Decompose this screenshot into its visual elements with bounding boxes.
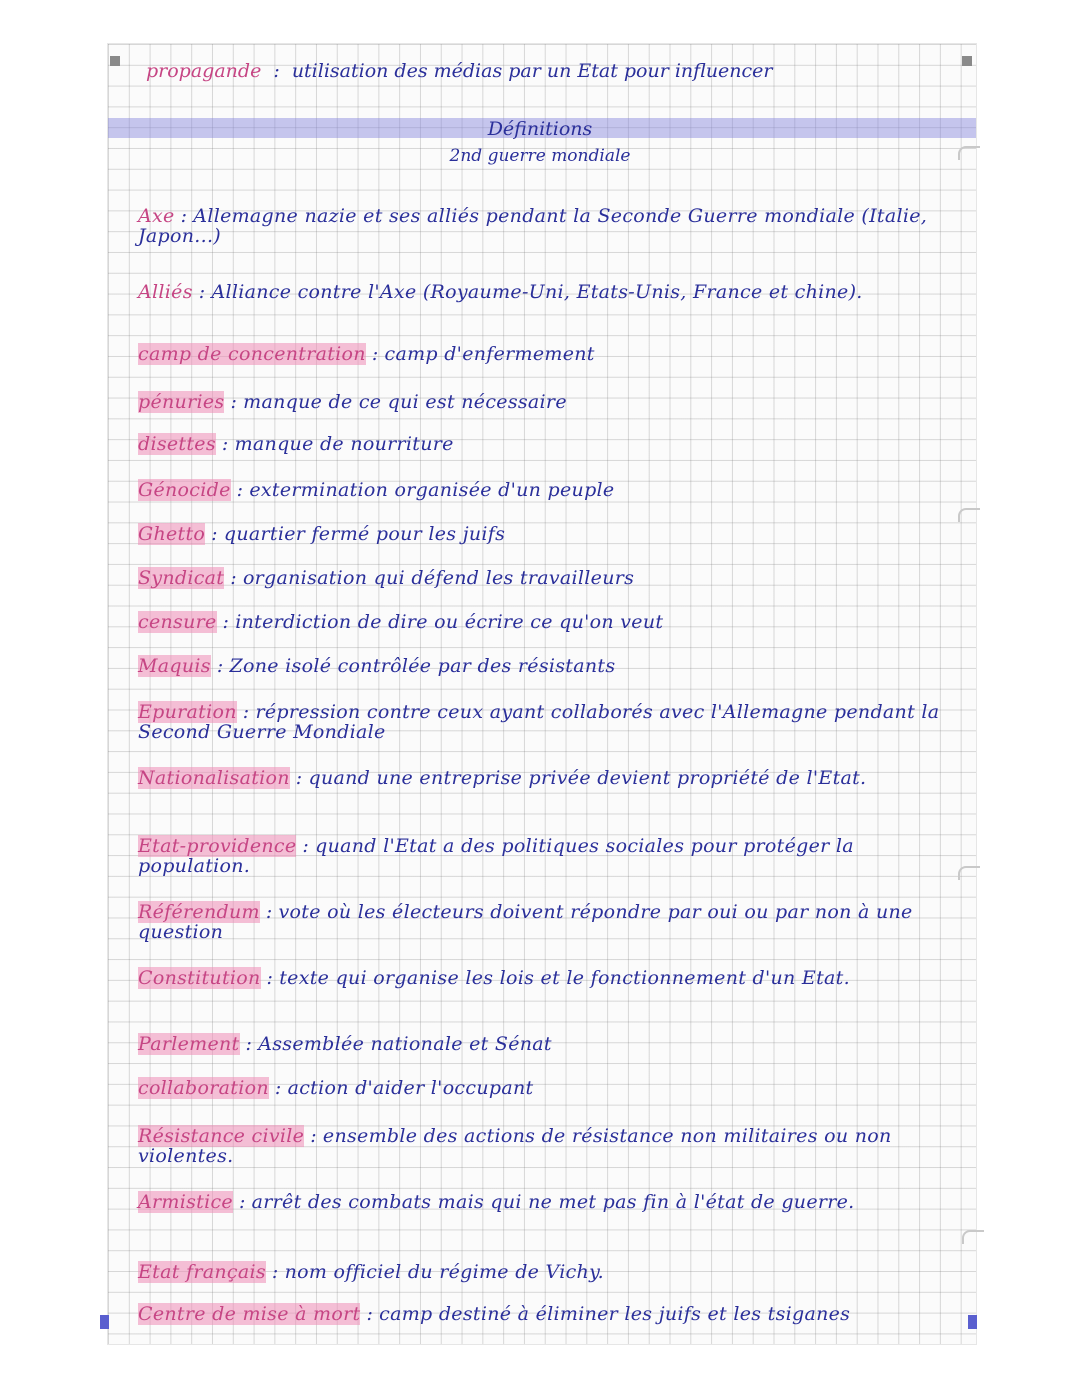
definition-text: quartier fermé pour les juifs (223, 523, 506, 545)
definition-text: quand l'Etat a des politiques sociales pour protéger la population. (138, 835, 854, 877)
top-definition-text: utilisation des médias par un Etat pour influencer (291, 60, 773, 82)
definition-text: manque de nourriture (234, 433, 454, 455)
definition-term: camp de concentration (138, 343, 366, 365)
definition-item (138, 1034, 964, 1054)
definition-text: organisation qui défend les travailleurs (242, 567, 635, 589)
colon: : (230, 391, 238, 413)
definition-term: Ghetto (138, 523, 206, 545)
definition-text: ensemble des actions de résistance non militaires ou non violentes. (138, 1125, 892, 1167)
definition-term: Armistice (138, 1191, 233, 1213)
colon: : (245, 1033, 253, 1055)
definition-item (138, 392, 964, 412)
definition-term: Nationalisation (138, 767, 290, 789)
definition-term: censure (138, 611, 217, 633)
colon: : (242, 701, 250, 723)
margin-mark (958, 866, 980, 880)
definition-term: Epuration (138, 701, 237, 723)
colon: : (265, 901, 273, 923)
colon: : (230, 567, 237, 589)
definition-term: Parlement (138, 1033, 240, 1055)
definition-term: Constitution (138, 967, 261, 989)
definition-term: Axe (138, 205, 175, 227)
colon: : (238, 1191, 246, 1213)
colon: : (310, 1125, 317, 1147)
colon: : (302, 835, 310, 857)
definition-term: Alliés (138, 281, 193, 303)
definition-text: Alliance contre l'Axe (Royaume-Uni, Etats-Unis, France et chine). (211, 281, 863, 303)
definition-item (138, 434, 964, 454)
page-title: Définitions (487, 118, 593, 140)
definition-item (138, 656, 964, 676)
definition-term: Syndicat (138, 567, 225, 589)
colon: : (266, 967, 274, 989)
definition-item (138, 1078, 964, 1098)
margin-mark (958, 508, 980, 522)
colon: : (216, 655, 224, 677)
definition-item (138, 524, 964, 544)
definition-term: Génocide (138, 479, 231, 501)
definition-text: quand une entreprise privée devient propriété de l'Etat. (308, 767, 867, 789)
definition-item (138, 344, 964, 364)
colon: : (221, 433, 229, 455)
colon: : (295, 767, 303, 789)
colon: : (211, 523, 218, 545)
definition-text: vote où les électeurs doivent répondre par oui ou par non à une question (138, 901, 913, 943)
definition-item (138, 206, 964, 246)
definition-text: Zone isolé contrôlée par des résistants (229, 655, 616, 677)
colon: : (198, 281, 206, 303)
colon: : (366, 1303, 374, 1325)
definition-text: nom officiel du régime de Vichy. (284, 1261, 604, 1283)
colon: : (274, 1077, 282, 1099)
definition-item (138, 768, 964, 788)
definition-text: camp d'enfermement (384, 343, 595, 365)
definition-term: Référendum (138, 901, 260, 923)
colon: : (371, 343, 379, 365)
definition-text: interdiction de dire ou écrire ce qu'on veut (235, 611, 664, 633)
definition-term: pénuries (138, 391, 225, 413)
definition-text: action d'aider l'occupant (287, 1077, 534, 1099)
margin-mark (962, 1230, 984, 1244)
definition-text: extermination organisée d'un peuple (249, 479, 615, 501)
page-subtitle: 2nd guerre mondiale (449, 146, 631, 166)
corner-mark (100, 1315, 109, 1329)
colon: : (273, 60, 280, 82)
definition-term: Etat français (138, 1261, 266, 1283)
definition-item (138, 1126, 964, 1166)
definition-item (138, 968, 964, 988)
definition-text: camp destiné à éliminer les juifs et les tsiganes (379, 1303, 851, 1325)
definition-term: Maquis (138, 655, 211, 677)
definition-term: collaboration (138, 1077, 269, 1099)
colon: : (222, 611, 230, 633)
definition-item (138, 902, 964, 942)
definition-term: disettes (138, 433, 216, 455)
corner-mark (110, 56, 120, 66)
definition-item (138, 480, 964, 500)
definition-item (138, 836, 964, 876)
definition-text: Allemagne nazie et ses alliés pendant la Seconde Guerre mondiale (Italie, Japon...) (138, 205, 928, 247)
colon: : (236, 479, 244, 501)
colon: : (271, 1261, 279, 1283)
definition-text: Assemblée nationale et Sénat (258, 1033, 552, 1055)
top-definition (146, 60, 966, 82)
definition-term: Etat-providence (138, 835, 297, 857)
definition-text: texte qui organise les lois et le fonctionnement d'un Etat. (279, 967, 850, 989)
definition-item (138, 702, 964, 742)
corner-mark (968, 1315, 977, 1329)
definition-term: Centre de mise à mort (138, 1303, 361, 1325)
definition-text: répression contre ceux ayant collaborés avec l'Allemagne pendant la Second Guerre Mondiale (138, 701, 940, 743)
definition-item (138, 568, 964, 588)
definition-item (138, 282, 964, 302)
definition-term: Résistance civile (138, 1125, 305, 1147)
definition-text: arrêt des combats mais qui ne met pas fin à l'état de guerre. (251, 1191, 855, 1213)
definition-item (138, 1192, 964, 1212)
definition-item (138, 1262, 964, 1282)
definition-item (138, 612, 964, 632)
definition-text: manque de ce qui est nécessaire (243, 391, 567, 413)
colon: : (180, 205, 188, 227)
top-definition-term: propagande (146, 60, 262, 82)
definition-item (138, 1304, 964, 1324)
margin-mark (958, 146, 980, 160)
